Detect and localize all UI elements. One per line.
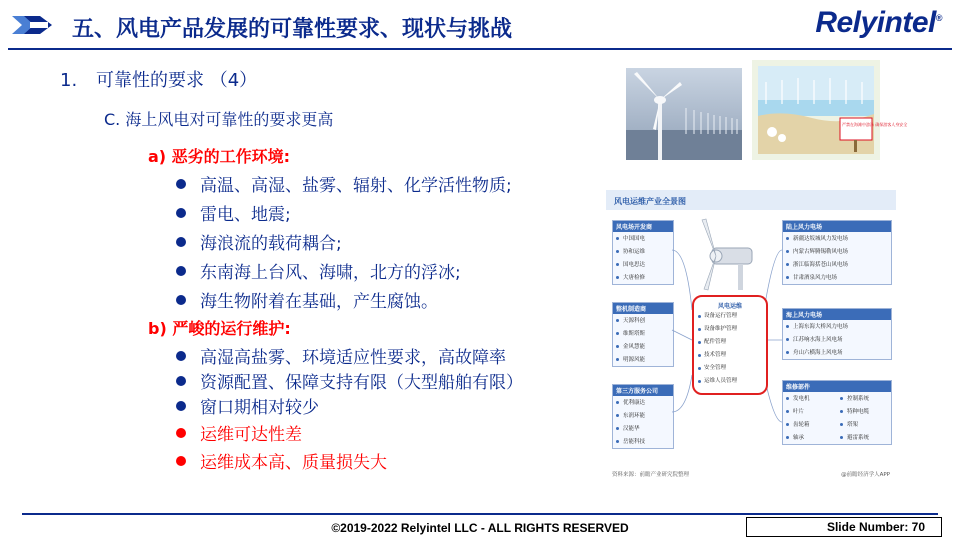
- slide-number: Slide Number: 70: [746, 517, 942, 537]
- list-item: 资源配置、保障支持有限（大型船舶有限）: [176, 368, 523, 393]
- sub-a-heading: a) 恶劣的工作环境:: [148, 147, 291, 166]
- list-item: 东南海上台风、海啸，北方的浮冰;: [176, 258, 461, 283]
- sub-b-heading: b) 严峻的运行维护:: [148, 319, 291, 338]
- bullet-icon: [176, 376, 186, 386]
- bullet-icon: [176, 351, 186, 361]
- section-heading: [60, 66, 257, 92]
- industry-diagram: [606, 190, 896, 482]
- list-item: 窗口期相对较少: [176, 393, 319, 418]
- slide-title: 五、风电产品发展的可靠性要求、现状与挑战: [72, 17, 513, 42]
- list-item: 运维可达性差: [176, 420, 302, 445]
- list-item: 运维成本高、质量损失大: [176, 448, 387, 473]
- section-number: 1.: [60, 70, 78, 91]
- bullet-icon: [176, 456, 186, 466]
- list-item: 高湿高盐雾、环境适应性要求，高故障率: [176, 343, 506, 368]
- bullet-icon: [176, 208, 186, 218]
- diagram-source: 资料来源：前瞻产业研究院整理: [612, 472, 690, 478]
- bullet-icon: [176, 401, 186, 411]
- left-group: 风电场开发商 中国国电 协和运维 国电思达 大唐检修: [612, 220, 674, 285]
- center-ops-box: 风电运维 设备运行管理 设备维护管理 配件管理 技术管理 安全管理 运维人员管理: [692, 295, 768, 395]
- diagram-footer-brand: @前瞻经济学人APP: [841, 472, 890, 478]
- offshore-turbines-photo: [626, 68, 742, 160]
- brand-logo: Relyintel®: [815, 6, 942, 39]
- bullet-icon: [176, 295, 186, 305]
- header-divider: [8, 48, 952, 50]
- list-item: 海生物附着在基础，产生腐蚀。: [176, 287, 438, 312]
- subsection-c: C. 海上风电对可靠性的要求更高: [104, 110, 334, 129]
- logo-icon: [10, 10, 58, 40]
- left-group: 整机制造商 天源科创 维斯塔斯 金风慧能 明源风能: [612, 302, 674, 367]
- list-item: 高温、高湿、盐雾、辐射、化学活性物质;: [176, 171, 512, 196]
- bullet-icon: [176, 237, 186, 247]
- section-title: 可靠性的要求 （4）: [96, 70, 258, 91]
- copyright: ©2019-2022 Relyintel LLC - ALL RIGHTS RESERVED: [331, 521, 629, 535]
- right-group: 海上风力电场 上海东海大桥风力电场 江苏响水海上风电场 舟山六横海上风电场: [782, 308, 892, 360]
- right-group: 维修部件 发电机 控制系统 叶片 特种电缆 齿轮箱 塔架 轴承 避雷系统: [782, 380, 892, 445]
- left-group: 第三方服务公司 优利康达 东润环能 汉能华 岳能科技: [612, 384, 674, 449]
- sign-text: 严禁在海滩中游泳 确保游客人身安全: [842, 122, 908, 127]
- diagram-title: 风电运维产业全景图: [614, 197, 686, 206]
- bullet-icon: [176, 266, 186, 276]
- turbine-nacelle-icon: [698, 218, 768, 292]
- right-group: 陆上风力电场 新疆达坂城风力发电场 内蒙古辉腾锡勒风电场 浙江临海括苍山风电场 甘肃酒泉风力电场: [782, 220, 892, 285]
- list-item: 海浪流的载荷耦合;: [176, 229, 342, 254]
- beach-warning-photo: [752, 60, 908, 160]
- bullet-icon: [176, 179, 186, 189]
- list-item: 雷电、地震;: [176, 200, 291, 225]
- bullet-icon: [176, 428, 186, 438]
- footer-divider: [22, 513, 938, 515]
